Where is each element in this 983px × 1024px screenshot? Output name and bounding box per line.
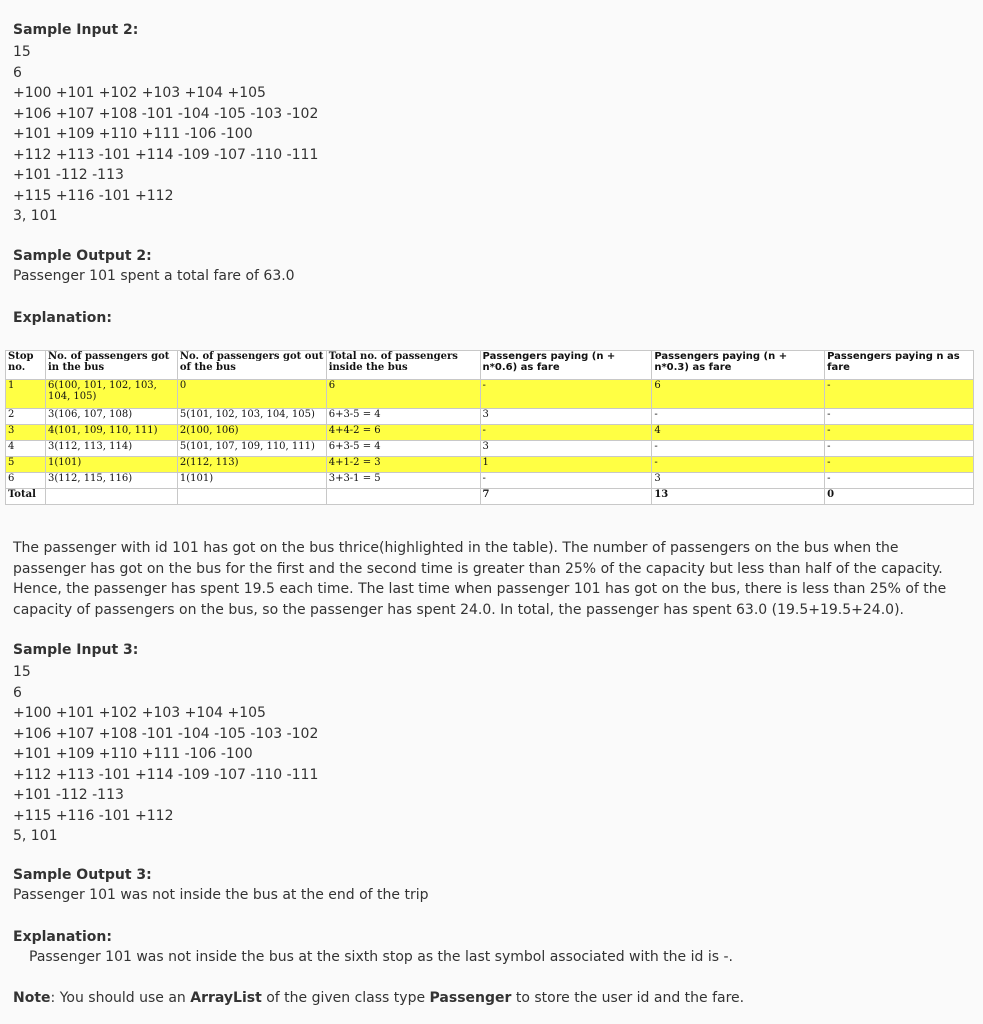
sample-output-2 xyxy=(13,246,295,287)
header-pay-06: Passengers paying (n + n*0.6) as fare xyxy=(480,351,652,380)
note-passenger: Passenger xyxy=(429,990,512,1006)
cell-pay-n: - xyxy=(825,425,974,441)
note xyxy=(13,988,971,1009)
input-line: 3, 101 xyxy=(13,208,58,224)
cell-got-in: 4(101, 109, 110, 111) xyxy=(45,425,177,441)
header-pay-03: Passengers paying (n + n*0.3) as fare xyxy=(652,351,825,380)
input-line: +101 -112 -113 xyxy=(13,167,124,183)
input-line: 6 xyxy=(13,684,22,701)
cell-pay-06: 3 xyxy=(480,441,652,457)
explanation-2 xyxy=(13,927,733,968)
sample-output-3 xyxy=(13,865,428,906)
explanation-2-heading: Explanation: xyxy=(13,929,112,945)
sample-input-3 xyxy=(13,640,318,847)
input-line: +106 +107 +108 -101 -104 -105 -103 -102 xyxy=(13,105,319,122)
cell-got-out: 0 xyxy=(177,380,326,409)
note-text: to store the user id and the fare. xyxy=(511,990,745,1006)
cell-total-pay-06: 7 xyxy=(480,489,652,505)
cell-got-in: 6(100, 101, 102, 103, 104, 105) xyxy=(45,380,177,409)
table-header-row xyxy=(6,351,974,380)
sample-output-3-heading: Sample Output 3: xyxy=(13,867,152,883)
input-line: 15 xyxy=(13,664,31,680)
note-arraylist: ArrayList xyxy=(190,990,262,1006)
cell-pay-n: - xyxy=(825,473,974,489)
input-line: 6 xyxy=(13,64,22,81)
input-line: +100 +101 +102 +103 +104 +105 xyxy=(13,705,266,721)
cell-got-out: 5(101, 107, 109, 110, 111) xyxy=(177,441,326,457)
cell-total: 4+1-2 = 3 xyxy=(326,457,480,473)
cell-got-out: 1(101) xyxy=(177,473,326,489)
cell-got-in: 3(106, 107, 108) xyxy=(45,409,177,425)
cell-pay-03: - xyxy=(652,457,825,473)
cell-got-in: 1(101) xyxy=(45,457,177,473)
cell-got-out: 2(112, 113) xyxy=(177,457,326,473)
sample-output-2-heading: Sample Output 2: xyxy=(13,248,152,264)
explanation-1 xyxy=(13,308,112,328)
cell-total: 6 xyxy=(326,380,480,409)
cell-pay-03: - xyxy=(652,441,825,457)
explanation-1-text: The passenger with id 101 has got on the bus thrice(highlighted in the table). The number of passengers on the bus when the passenger has got on the bus for the first and the second time is greater than 25% of the capacity but less than half of the capacity. Hence, the passenger has spent 19.5 each time. The last time when passenger 101 has got on the bus, there is less than 25% of the capacity of passengers on the bus, so the passenger has spent 24.0. In total, the passenger has spent 63.0 (19.5+19.5+24.0). xyxy=(13,540,947,618)
cell-empty xyxy=(177,489,326,505)
cell-stop: 4 xyxy=(6,441,46,457)
header-got-out: No. of passengers got out of the bus xyxy=(177,351,326,380)
cell-stop: 6 xyxy=(6,473,46,489)
sample-input-2-heading: Sample Input 2: xyxy=(13,22,139,38)
note-text: of the given class type xyxy=(261,990,430,1006)
cell-got-in: 3(112, 115, 116) xyxy=(45,473,177,489)
cell-got-in: 3(112, 113, 114) xyxy=(45,441,177,457)
cell-pay-n: - xyxy=(825,457,974,473)
cell-total: 3+3-1 = 5 xyxy=(326,473,480,489)
input-line: +112 +113 -101 +114 -109 -107 -110 -111 xyxy=(13,766,319,783)
input-line: +115 +116 -101 +112 xyxy=(13,187,174,204)
cell-total-pay-03: 13 xyxy=(652,489,825,505)
sample-output-2-text: Passenger 101 spent a total fare of 63.0 xyxy=(13,268,295,284)
header-pay-n: Passengers paying n as fare xyxy=(825,351,974,380)
cell-pay-06: 1 xyxy=(480,457,652,473)
table-row xyxy=(6,441,974,457)
cell-pay-03: - xyxy=(652,409,825,425)
cell-empty xyxy=(326,489,480,505)
sample-input-3-heading: Sample Input 3: xyxy=(13,642,139,658)
cell-pay-06: 3 xyxy=(480,409,652,425)
explanation-1-heading: Explanation: xyxy=(13,310,112,326)
table-row xyxy=(6,380,974,409)
input-line: 5, 101 xyxy=(13,828,58,844)
cell-stop: 2 xyxy=(6,409,46,425)
sample-input-2 xyxy=(13,20,318,227)
explanation-2-text: Passenger 101 was not inside the bus at the sixth stop as the last symbol associated with the id is -. xyxy=(29,949,733,965)
cell-stop: 1 xyxy=(6,380,46,409)
cell-empty xyxy=(45,489,177,505)
note-text: : You should use an xyxy=(50,990,191,1006)
cell-stop: 5 xyxy=(6,457,46,473)
cell-total: 4+4-2 = 6 xyxy=(326,425,480,441)
cell-pay-n: - xyxy=(825,441,974,457)
cell-total-label: Total xyxy=(6,489,46,505)
input-line: +101 +109 +110 +111 -106 -100 xyxy=(13,746,253,762)
cell-got-out: 2(100, 106) xyxy=(177,425,326,441)
cell-pay-06: - xyxy=(480,473,652,489)
input-line: +115 +116 -101 +112 xyxy=(13,807,174,824)
table-total-row xyxy=(6,489,974,505)
fare-table xyxy=(5,350,974,505)
cell-pay-03: 6 xyxy=(652,380,825,409)
cell-pay-03: 3 xyxy=(652,473,825,489)
table-row xyxy=(6,457,974,473)
header-total: Total no. of passengers inside the bus xyxy=(326,351,480,380)
cell-pay-06: - xyxy=(480,425,652,441)
input-line: +112 +113 -101 +114 -109 -107 -110 -111 xyxy=(13,146,319,163)
note-label: Note xyxy=(13,990,51,1006)
header-stop: Stop no. xyxy=(6,351,46,380)
input-line: +101 +109 +110 +111 -106 -100 xyxy=(13,126,253,142)
input-line: +100 +101 +102 +103 +104 +105 xyxy=(13,85,266,101)
cell-pay-06: - xyxy=(480,380,652,409)
sample-output-3-text: Passenger 101 was not inside the bus at the end of the trip xyxy=(13,887,429,903)
cell-stop: 3 xyxy=(6,425,46,441)
cell-total: 6+3-5 = 4 xyxy=(326,441,480,457)
header-got-in: No. of passengers got in the bus xyxy=(45,351,177,380)
cell-pay-03: 4 xyxy=(652,425,825,441)
cell-total: 6+3-5 = 4 xyxy=(326,409,480,425)
table-row xyxy=(6,425,974,441)
cell-pay-n: - xyxy=(825,380,974,409)
cell-pay-n: - xyxy=(825,409,974,425)
cell-got-out: 5(101, 102, 103, 104, 105) xyxy=(177,409,326,425)
input-line: 15 xyxy=(13,44,31,60)
table-row xyxy=(6,409,974,425)
input-line: +106 +107 +108 -101 -104 -105 -103 -102 xyxy=(13,725,319,742)
cell-total-pay-n: 0 xyxy=(825,489,974,505)
table-row xyxy=(6,473,974,489)
input-line: +101 -112 -113 xyxy=(13,787,124,803)
